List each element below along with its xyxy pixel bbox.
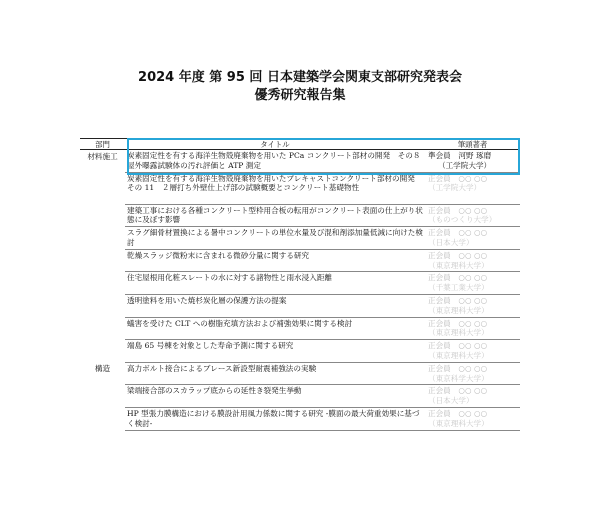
table-row <box>80 317 520 340</box>
row-title: 透明塗料を用いた焼杉炭化層の保護方法の提案 <box>125 294 425 317</box>
row-category <box>80 172 125 204</box>
row-author-cell <box>425 272 520 295</box>
row-category <box>80 204 125 227</box>
row-author-cell <box>425 317 520 340</box>
document-title: 2024 年度 第 95 回 日本建築学会関東支部研究発表会 <box>138 70 462 85</box>
row-title: 端島 65 号棟を対象とした寿命予測に関する研究 <box>125 340 425 363</box>
table-row <box>80 150 520 173</box>
row-affiliation: （東京科学大学） <box>428 373 489 383</box>
row-affiliation: （東京理科大学） <box>428 260 489 270</box>
row-author-cell <box>425 172 520 204</box>
row-author: 正会員 ○○ ○○ <box>428 341 488 351</box>
row-affiliation: （日本大学） <box>428 396 474 406</box>
document-subtitle: 優秀研究報告集 <box>254 88 346 103</box>
row-author: 正会員 ○○ ○○ <box>428 318 488 328</box>
table-row <box>80 249 520 272</box>
row-category <box>80 340 125 363</box>
row-category: 構造 <box>94 364 111 374</box>
row-author: 正会員 ○○ ○○ <box>428 273 488 283</box>
row-title: 住宅屋根用化粧スレートの水に対する諸物性と雨水浸入距離 <box>125 272 425 295</box>
row-category <box>80 249 125 272</box>
table-row <box>80 204 520 227</box>
row-author: 正会員 ○○ ○○ <box>428 250 488 260</box>
row-author-cell <box>425 362 520 385</box>
row-category <box>80 407 125 430</box>
row-title: HP 型張力膜構造における膜設計用風力係数に関する研究 -膜面の最大荷重効果に基づく検討- <box>125 407 425 430</box>
header-author: 筆頭著者 <box>425 139 520 150</box>
table-row <box>80 407 520 430</box>
row-author: 準会員 河野 琢磨 <box>428 151 492 160</box>
table-row <box>80 385 520 408</box>
row-category <box>80 272 125 295</box>
row-title: 炭素固定性を有する海洋生物殻廃棄物を用いた PCa コンクリート部材の開発 その８ 屋外曝露試験体の汚れ評価と ATP 測定 <box>125 150 425 173</box>
row-affiliation: （工学院大学） <box>438 160 492 170</box>
row-author-cell <box>425 294 520 317</box>
row-author: 正会員 ○○ ○○ <box>428 228 488 238</box>
table-row <box>80 362 520 385</box>
row-affiliation: （東京理科大学） <box>428 305 489 315</box>
row-title: 梁端接合部のスカラップ底からの延性き裂発生挙動 <box>125 385 425 408</box>
row-category <box>80 317 125 340</box>
row-author-cell <box>425 249 520 272</box>
row-title: スラグ細骨材置換による暑中コンクリートの単位水量及び混和剤添加量低減に向けた検討 <box>125 227 425 250</box>
row-affiliation: （千葉工業大学） <box>428 283 489 293</box>
row-title: 建築工事における各種コンクリート型枠用合板の転用がコンクリート表面の仕上がり状態に及ぼす影響 <box>125 204 425 227</box>
table-row <box>80 272 520 295</box>
table-header-row <box>80 139 520 150</box>
row-title: 炭素固定性を有する海洋生物殻廃棄物を用いたプレキャストコンクリート部材の開発 その 11 ２層打ち外壁仕上げ部の試験概要とコンクリート基礎物性 <box>125 172 425 204</box>
row-title: 乾燥スラッジ微粉末に含まれる微砂分量に関する研究 <box>125 249 425 272</box>
row-affiliation: （日本大学） <box>428 237 474 247</box>
row-author: 正会員 ○○ ○○ <box>428 173 488 183</box>
row-author-cell <box>425 150 520 173</box>
report-table <box>80 138 520 431</box>
row-affiliation: （ものつくり大学） <box>428 215 497 225</box>
row-affiliation: （東京理科大学） <box>428 418 489 428</box>
row-author-cell <box>425 204 520 227</box>
row-author: 正会員 ○○ ○○ <box>428 408 488 418</box>
header-title: タイトル <box>125 139 425 150</box>
row-author-cell <box>425 407 520 430</box>
row-author: 正会員 ○○ ○○ <box>428 295 488 305</box>
row-author-cell <box>425 340 520 363</box>
table-row <box>80 227 520 250</box>
row-author-cell <box>425 227 520 250</box>
table-row <box>80 172 520 204</box>
row-affiliation: （東京理科大学） <box>428 328 489 338</box>
row-affiliation: （工学院大学） <box>428 183 482 193</box>
row-category <box>80 227 125 250</box>
row-category <box>80 294 125 317</box>
row-author: 正会員 ○○ ○○ <box>428 363 488 373</box>
row-affiliation: （東京理科大学） <box>428 350 489 360</box>
header-category: 部門 <box>80 139 125 150</box>
row-title: 蟻害を受けた CLT への樹脂充填方法および補強効果に関する検討 <box>125 317 425 340</box>
row-category <box>80 385 125 408</box>
table-row <box>80 340 520 363</box>
document-header <box>0 70 600 104</box>
row-title: 高力ボルト接合によるブレース新設型耐震補強法の実験 <box>125 362 425 385</box>
row-author: 正会員 ○○ ○○ <box>428 205 488 215</box>
table-row <box>80 294 520 317</box>
row-category: 材料施工 <box>87 152 118 161</box>
row-author-cell <box>425 385 520 408</box>
row-author: 正会員 ○○ ○○ <box>428 386 488 396</box>
